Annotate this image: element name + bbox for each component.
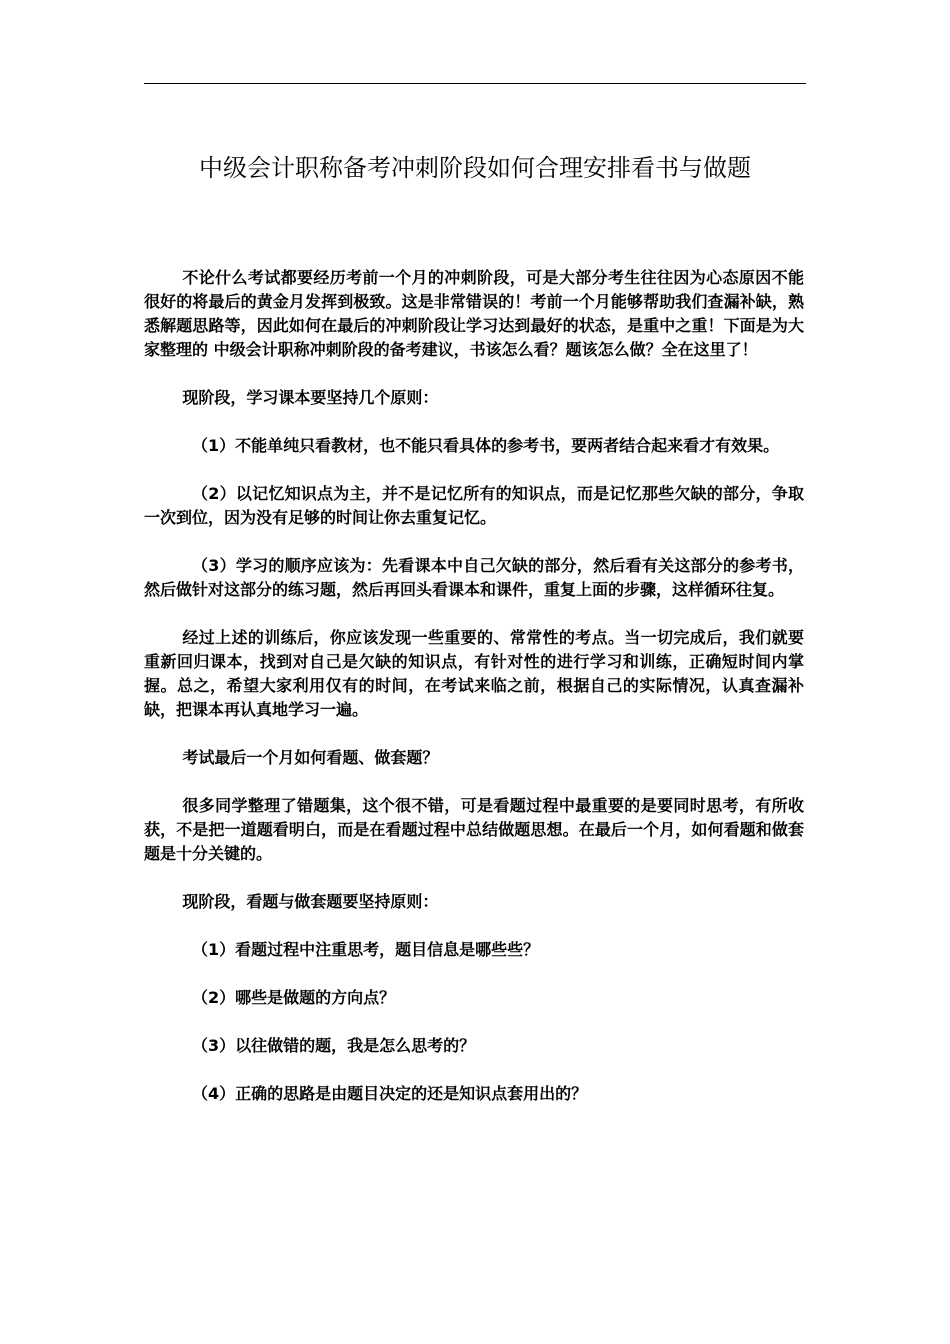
document-body [144,266,804,1130]
intro-paragraph: 不论什么考试都要经历考前一个月的冲刺阶段，可是大部分考生往往因为心态原因不能很好的将最后的黄金月发挥到极致。这是非常错误的！考前一个月能够帮助我们查漏补缺，熟悉解题思路等，因此如何在最后的冲刺阶段让学习达到最好的状态，是重中之重！下面是为大家整理的 中级会计职称冲刺阶段的备考建议，书该怎么看？题该怎么做？全在这里了！ [144,268,804,359]
summary-paragraph: 经过上述的训练后，你应该发现一些重要的、常常性的考点。当一切完成后，我们就要重新回归课本，找到对自己是欠缺的知识点，有针对性的进行学习和训练，正确短时间内掌握。总之，希望大家利用仅有的时间，在考试来临之前，根据自己的实际情况，认真查漏补缺，把课本再认真地学习一遍。 [144,628,804,719]
principle-item-2: （2）以记忆知识点为主，并不是记忆所有的知识点，而是记忆那些欠缺的部分，争取一次到位，因为没有足够的时间让你去重复记忆。 [144,484,804,527]
principle-item-3: （3）学习的顺序应该为：先看课本中自己欠缺的部分，然后看有关这部分的参考书，然后做针对这部分的练习题，然后再回头看课本和课件，重复上面的步骤，这样循环往复。 [144,556,804,599]
principles-heading-1: 现阶段，学习课本要坚持几个原则： [182,388,439,407]
question-item-1: （1）看题过程中注重思考，题目信息是哪些些？ [192,940,540,959]
document-title: 中级会计职称备考冲刺阶段如何合理安排看书与做题 [199,154,751,182]
header-rule [144,83,806,84]
question-item-2: （2）哪些是做题的方向点？ [192,988,396,1007]
principle-item-1: （1）不能单纯只看教材，也不能只看具体的参考书，要两者结合起来看才有效果。 [192,436,780,455]
error-book-paragraph: 很多同学整理了错题集，这个很不错，可是看题过程中最重要的是要同时思考，有所收获，不是把一道题看明白，而是在看题过程中总结做题思想。在最后一个月，如何看题和做套题是十分关键的。 [144,796,804,863]
section-heading-last-month: 考试最后一个月如何看题、做套题？ [182,748,439,767]
question-item-3: （3）以往做错的题，我是怎么思考的？ [192,1036,476,1055]
question-item-4: （4）正确的思路是由题目决定的还是知识点套用出的？ [192,1084,588,1103]
principles-heading-2: 现阶段，看题与做套题要坚持原则： [182,892,439,911]
